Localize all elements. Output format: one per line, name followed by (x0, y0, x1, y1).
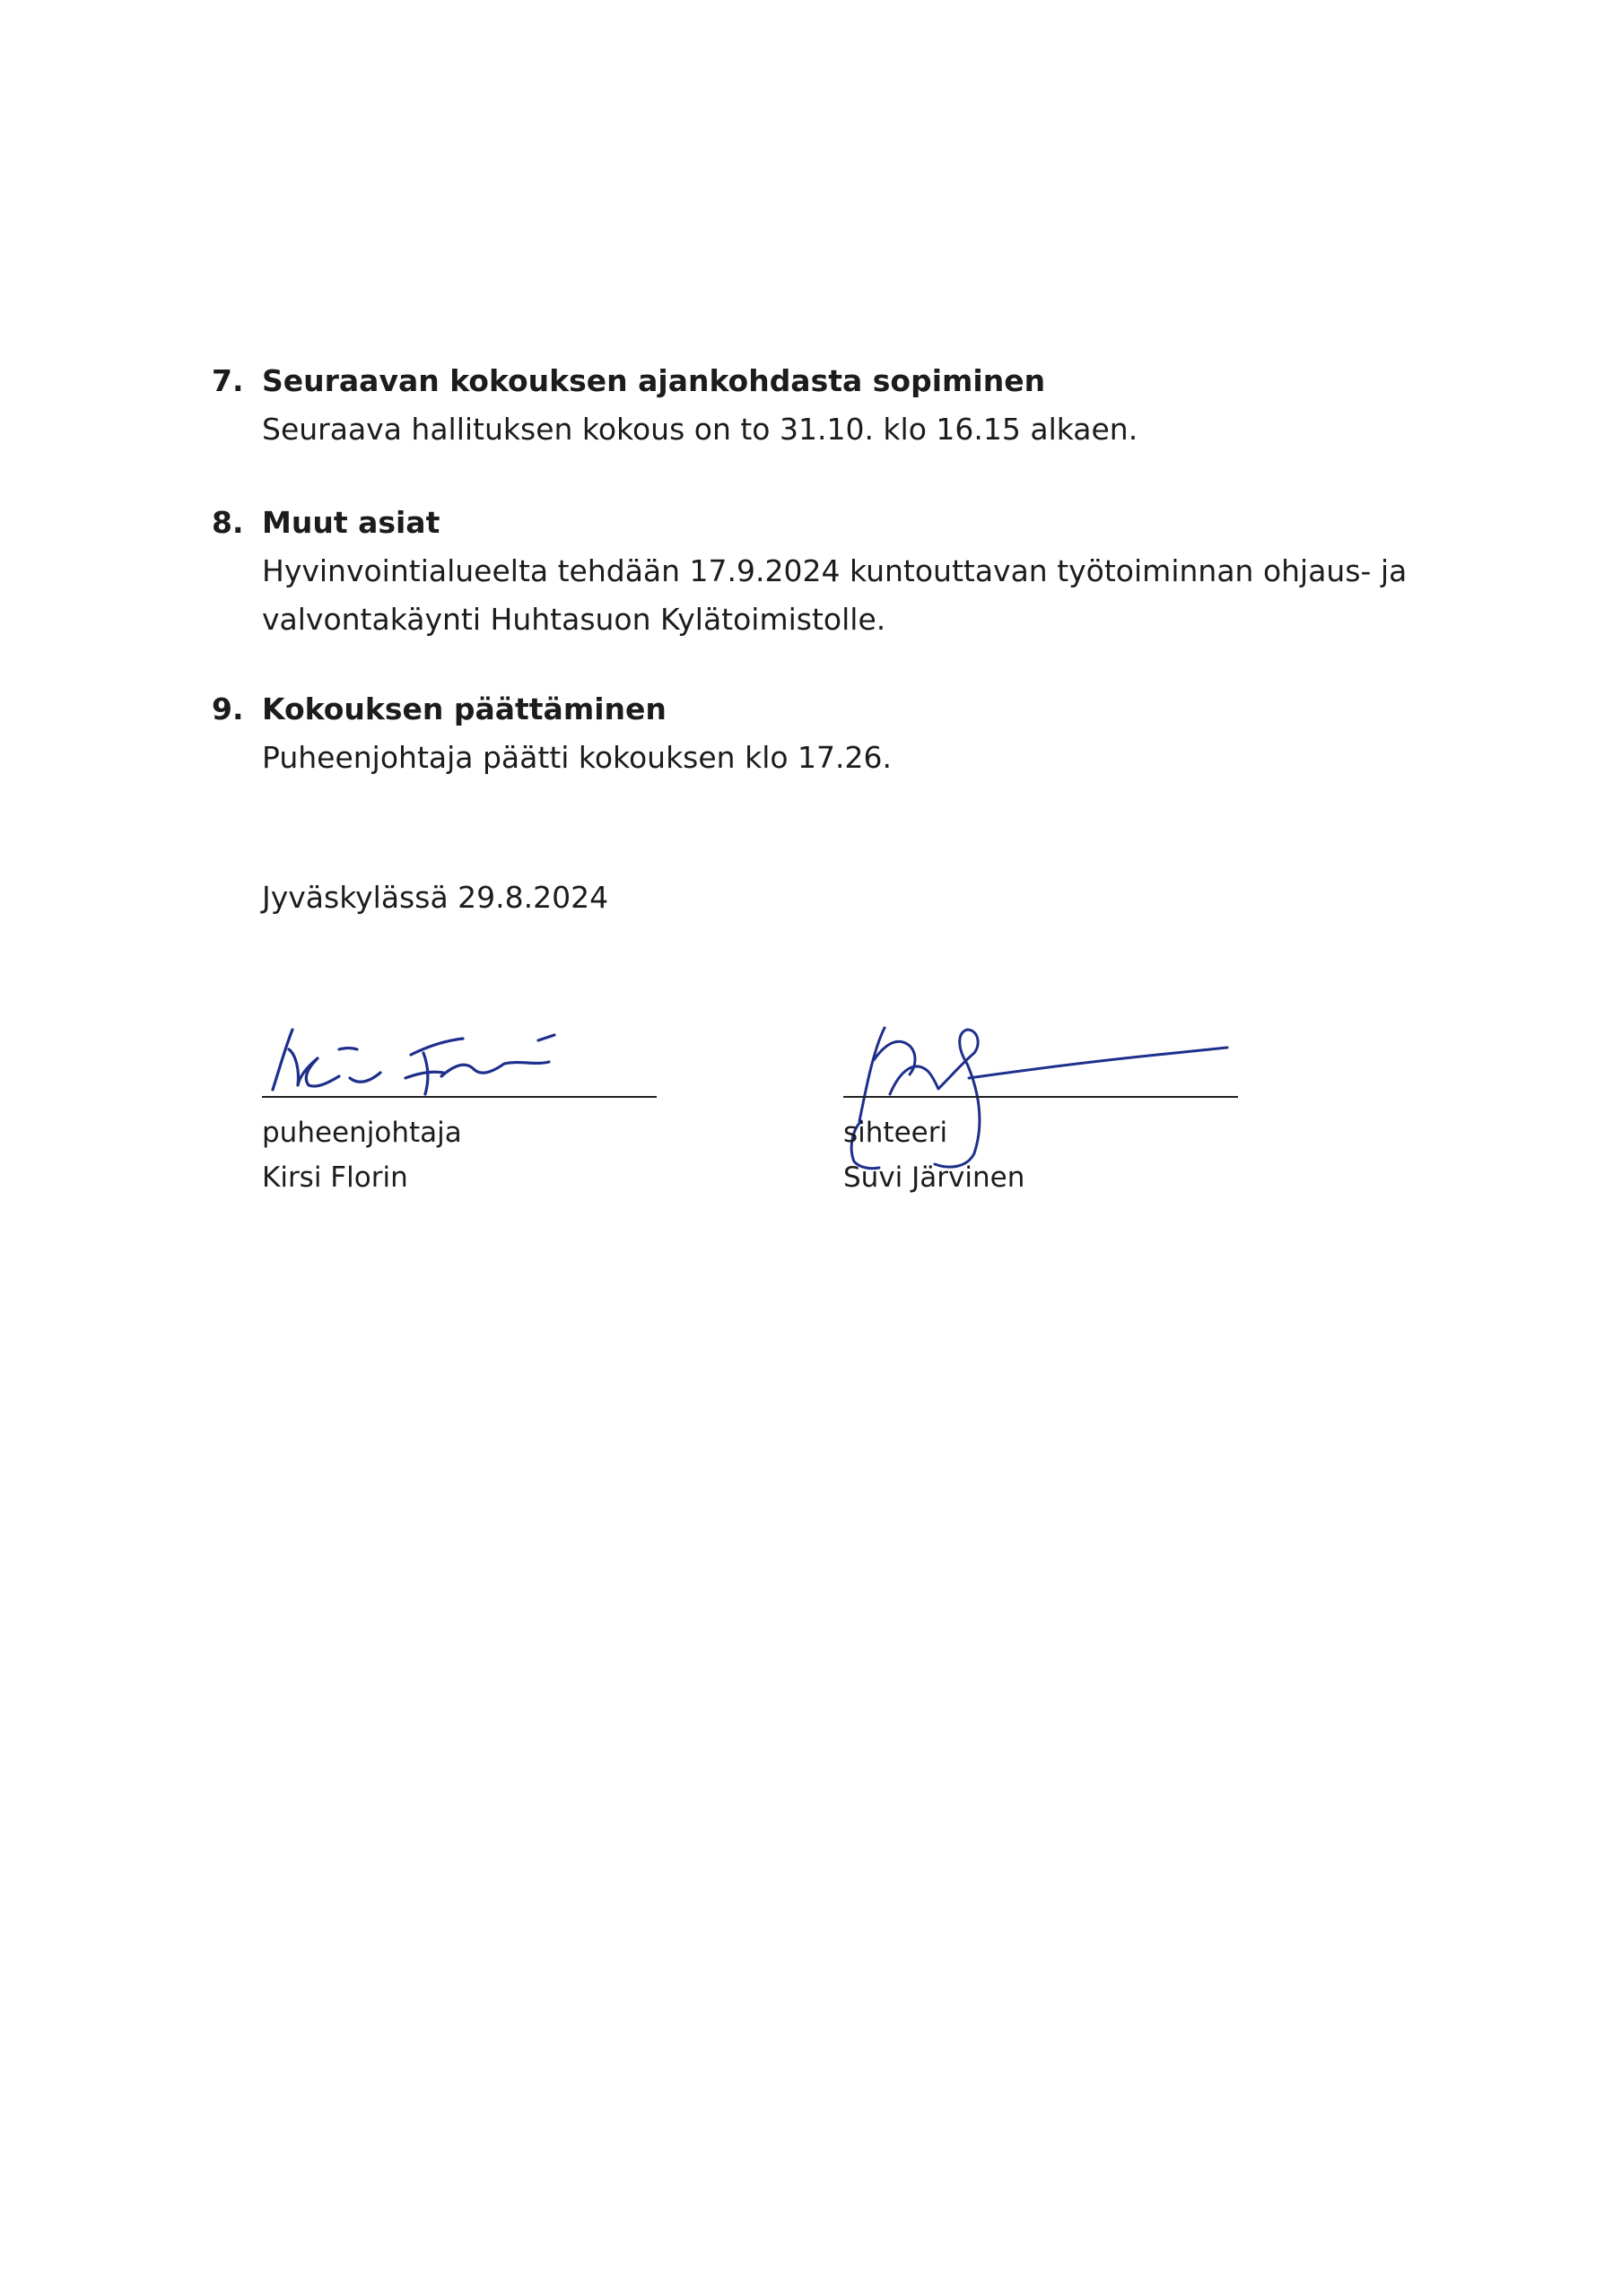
agenda-item-heading (212, 499, 1378, 547)
agenda-item-text: Puheenjohtaja päätti kokouksen klo 17.26. (262, 740, 893, 775)
handwritten-signature-chair (253, 996, 612, 1103)
signature-line (262, 1096, 657, 1098)
agenda-item-text: valvontakäynti Huhtasuon Kylätoimistolle. (262, 602, 886, 637)
signature-name: Suvi Järvinen (843, 1161, 1025, 1194)
place-and-date: Jyväskylässä 29.8.2024 (262, 880, 609, 915)
agenda-item-text: Hyvinvointialueelta tehdään 17.9.2024 kuntouttavan työtoiminnan ohjaus- ja (262, 553, 1408, 588)
agenda-item-text: Seuraava hallituksen kokous on to 31.10. klo 16.15 alkaen. (262, 412, 1138, 447)
signature-role: puheenjohtaja (262, 1117, 462, 1149)
agenda-item-number: 7. (212, 363, 244, 398)
agenda-item-8 (212, 499, 1408, 644)
signature-line (843, 1096, 1238, 1098)
agenda-item-heading (212, 357, 1378, 405)
agenda-item-7 (212, 357, 1378, 454)
agenda-item-number: 8. (212, 505, 244, 540)
agenda-item-title: Muut asiat (262, 505, 440, 540)
signature-name: Kirsi Florin (262, 1161, 408, 1194)
agenda-item-title: Kokouksen päättäminen (262, 691, 667, 726)
agenda-item-heading (212, 685, 1378, 734)
signature-role: sihteeri (843, 1117, 948, 1149)
agenda-item-title: Seuraavan kokouksen ajankohdasta sopiminen (262, 363, 1046, 398)
agenda-item-number: 9. (212, 691, 244, 726)
agenda-item-9 (212, 685, 1378, 782)
